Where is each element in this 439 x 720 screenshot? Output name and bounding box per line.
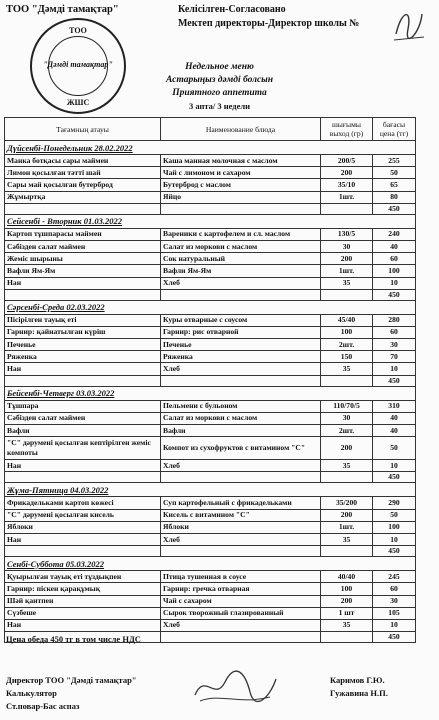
- dish-name-kz: Картоп тұшпарасы маймен: [5, 228, 161, 240]
- price-note: Цена обеда 450 тг в том числе НДС: [6, 634, 141, 644]
- total-empty-cell: [321, 632, 373, 643]
- dish-name-ru: Хлеб: [161, 533, 321, 545]
- dish-yield: 45/40: [321, 314, 373, 326]
- table-row: [5, 326, 416, 338]
- day-total: 450: [373, 632, 416, 643]
- dish-price: 65: [373, 179, 416, 191]
- dish-name-kz: Сәбізден салат маймен: [5, 240, 161, 252]
- director-label: Директор ТОО "Дәмді тамақтар": [6, 675, 137, 685]
- dish-yield: 1шт.: [321, 191, 373, 203]
- dish-price: 60: [373, 253, 416, 265]
- approval-director-line: Мектеп директоры-Директор школы №: [178, 18, 360, 29]
- table-row: [5, 583, 416, 595]
- dish-name-kz: Нан: [5, 533, 161, 545]
- stamp-text-top: ТОО: [69, 26, 87, 35]
- dish-price: 290: [373, 497, 416, 509]
- dish-name-ru: Суп картофельный с фрикадельками: [161, 497, 321, 509]
- dish-yield: 30: [321, 412, 373, 424]
- dish-price: 245: [373, 571, 416, 583]
- dish-price: 50: [373, 437, 416, 460]
- dish-price: 30: [373, 595, 416, 607]
- dish-name-ru: Хлеб: [161, 460, 321, 472]
- dish-name-ru: Печенье: [161, 339, 321, 351]
- day-header-row: [5, 386, 416, 400]
- table-row: [5, 521, 416, 533]
- header-ru-name: Наименование блюда: [161, 118, 321, 141]
- dish-name-ru: Вафли Ям-Ям: [161, 265, 321, 277]
- dish-name-kz: Нан: [5, 460, 161, 472]
- table-row: [5, 339, 416, 351]
- dish-name-kz: Яблоки: [5, 521, 161, 533]
- day-header-row: [5, 557, 416, 571]
- dish-name-ru: Вареники с картофелем и сл. маслом: [161, 228, 321, 240]
- dish-name-kz: Фрикадельками картоп көжесі: [5, 497, 161, 509]
- menu-subtitle-kz: Астарыңыз дәмді болсын: [165, 75, 274, 85]
- dish-name-kz: Вафли Ям-Ям: [5, 265, 161, 277]
- dish-yield: 200: [321, 437, 373, 460]
- dish-yield: 1шт.: [321, 265, 373, 277]
- total-empty-cell: [321, 375, 373, 386]
- dish-price: 80: [373, 191, 416, 203]
- total-empty-cell: [161, 472, 321, 483]
- dish-yield: 40/40: [321, 571, 373, 583]
- dish-name-kz: Сүзбеше: [5, 607, 161, 619]
- table-row: [5, 619, 416, 631]
- dish-name-kz: "С" дәрумені қосылған кисель: [5, 509, 161, 521]
- table-row: [5, 571, 416, 583]
- dish-name-ru: Птица тушенная в соусе: [161, 571, 321, 583]
- dish-name-kz: Лимон қосылған тәтті шай: [5, 167, 161, 179]
- dish-name-ru: Пельмени с бульоном: [161, 400, 321, 412]
- day-name: Бейсенбі-Четверг 03.03.2022: [5, 386, 416, 400]
- table-row: [5, 253, 416, 265]
- dish-price: 240: [373, 228, 416, 240]
- dish-name-kz: Сәбізден салат маймен: [5, 412, 161, 424]
- dish-name-ru: Гарнир: гречка отварная: [161, 583, 321, 595]
- calculator-name: Гужавина Н.П.: [330, 688, 388, 698]
- table-row: [5, 497, 416, 509]
- dish-price: 310: [373, 400, 416, 412]
- table-row: [5, 400, 416, 412]
- table-row: [5, 155, 416, 167]
- dish-name-ru: Куры отварные с соусом: [161, 314, 321, 326]
- table-row: [5, 533, 416, 545]
- day-total: 450: [373, 375, 416, 386]
- day-total-row: [5, 546, 416, 557]
- day-total: 450: [373, 203, 416, 214]
- dish-name-ru: Вафли: [161, 425, 321, 437]
- table-row: [5, 595, 416, 607]
- dish-yield: 200: [321, 595, 373, 607]
- dish-yield: 2шт.: [321, 425, 373, 437]
- dish-yield: 35/10: [321, 179, 373, 191]
- table-row: [5, 412, 416, 424]
- dish-name-ru: Салат из моркови с маслом: [161, 240, 321, 252]
- table-row: [5, 314, 416, 326]
- menu-week: 3 апта/ 3 недели: [188, 101, 251, 111]
- table-row: [5, 351, 416, 363]
- dish-price: 100: [373, 265, 416, 277]
- dish-name-ru: Бутерброд с маслом: [161, 179, 321, 191]
- header-kz-name: Тағамның атауы: [5, 118, 161, 141]
- dish-name-ru: Яйцо: [161, 191, 321, 203]
- dish-price: 40: [373, 240, 416, 252]
- day-name: Сәрсенбі-Среда 02.03.2022: [5, 300, 416, 314]
- table-row: [5, 265, 416, 277]
- total-empty-cell: [5, 546, 161, 557]
- dish-name-ru: Сырок творожный глазированный: [161, 607, 321, 619]
- day-total-row: [5, 472, 416, 483]
- dish-yield: 35/200: [321, 497, 373, 509]
- dish-name-ru: Ряженка: [161, 351, 321, 363]
- dish-name-kz: Печенье: [5, 339, 161, 351]
- dish-price: 30: [373, 339, 416, 351]
- calculator-label: Калькулятор: [6, 688, 57, 698]
- total-empty-cell: [161, 203, 321, 214]
- total-empty-cell: [321, 472, 373, 483]
- day-total-row: [5, 375, 416, 386]
- dish-name-kz: Гарнир: қайнатылған күріш: [5, 326, 161, 338]
- dish-name-kz: Нан: [5, 363, 161, 375]
- dish-name-kz: "С" дәрумені қосылған кептірілген жеміс компоты: [5, 437, 161, 460]
- approval-line: Келісілген-Согласовано: [178, 4, 286, 15]
- dish-yield: 35: [321, 277, 373, 289]
- dish-name-kz: Пісірілген тауық еті: [5, 314, 161, 326]
- dish-name-kz: Нан: [5, 277, 161, 289]
- table-row: [5, 425, 416, 437]
- day-name: Сейсенбі - Вторник 01.03.2022: [5, 214, 416, 228]
- header-yield: шығымы выход (гр): [321, 118, 373, 141]
- header-price: бағасы цена (тг): [373, 118, 416, 141]
- dish-name-ru: Гарнир: рис отварной: [161, 326, 321, 338]
- dish-yield: 200/5: [321, 155, 373, 167]
- day-name: Дүйсенбі-Понедельник 28.02.2022: [5, 141, 416, 155]
- stamp-text-bottom: ЖШС: [66, 98, 90, 107]
- dish-name-kz: Гарнир: піскен қарақұмық: [5, 583, 161, 595]
- dish-price: 280: [373, 314, 416, 326]
- table-row: [5, 363, 416, 375]
- total-empty-cell: [5, 289, 161, 300]
- total-empty-cell: [321, 546, 373, 557]
- day-total-row: [5, 203, 416, 214]
- dish-yield: 150: [321, 351, 373, 363]
- table-row: [5, 167, 416, 179]
- dish-name-kz: Вафли: [5, 425, 161, 437]
- dish-yield: 2шт.: [321, 339, 373, 351]
- dish-name-ru: Кисель с витамином "С": [161, 509, 321, 521]
- dish-yield: 30: [321, 240, 373, 252]
- menu-subtitle-ru: Приятного аппетита: [172, 88, 267, 98]
- table-row: [5, 228, 416, 240]
- total-empty-cell: [161, 632, 321, 643]
- dish-price: 50: [373, 167, 416, 179]
- dish-price: 50: [373, 509, 416, 521]
- dish-name-ru: Хлеб: [161, 619, 321, 631]
- total-empty-cell: [321, 203, 373, 214]
- dish-name-kz: Сары май қосылған бутерброд: [5, 179, 161, 191]
- day-total: 450: [373, 289, 416, 300]
- day-header-row: [5, 300, 416, 314]
- dish-name-kz: Жұмыртқа: [5, 191, 161, 203]
- dish-yield: 100: [321, 326, 373, 338]
- dish-price: 10: [373, 363, 416, 375]
- day-header-row: [5, 141, 416, 155]
- dish-name-kz: Манка ботқасы сары маймен: [5, 155, 161, 167]
- dish-price: 255: [373, 155, 416, 167]
- total-empty-cell: [5, 472, 161, 483]
- dish-price: 60: [373, 583, 416, 595]
- total-empty-cell: [321, 289, 373, 300]
- dish-price: 10: [373, 460, 416, 472]
- total-empty-cell: [5, 375, 161, 386]
- dish-price: 10: [373, 533, 416, 545]
- dish-yield: 200: [321, 253, 373, 265]
- dish-name-ru: Чай с лимоном и сахаром: [161, 167, 321, 179]
- stamp-text-middle: "Дәмді тамақтар": [43, 60, 113, 69]
- dish-name-kz: Шәй қантпен: [5, 595, 161, 607]
- table-row: [5, 277, 416, 289]
- total-empty-cell: [161, 546, 321, 557]
- day-name: Жұма-Пятница 04.03.2022: [5, 483, 416, 497]
- dish-price: 60: [373, 326, 416, 338]
- dish-yield: 200: [321, 509, 373, 521]
- dish-yield: 200: [321, 167, 373, 179]
- day-name: Сенбі-Суббота 05.03.2022: [5, 557, 416, 571]
- total-empty-cell: [161, 375, 321, 386]
- table-row: [5, 509, 416, 521]
- dish-price: 100: [373, 521, 416, 533]
- dish-yield: 1шт.: [321, 521, 373, 533]
- dish-name-ru: Яблоки: [161, 521, 321, 533]
- dish-name-ru: Салат из моркови с маслом: [161, 412, 321, 424]
- table-row: [5, 191, 416, 203]
- dish-yield: 130/5: [321, 228, 373, 240]
- menu-title: Недельное меню: [185, 62, 254, 72]
- dish-price: 105: [373, 607, 416, 619]
- day-header-row: [5, 483, 416, 497]
- total-empty-cell: [161, 289, 321, 300]
- dish-name-ru: Хлеб: [161, 277, 321, 289]
- table-row: [5, 437, 416, 460]
- dish-yield: 100: [321, 583, 373, 595]
- dish-name-ru: Хлеб: [161, 363, 321, 375]
- dish-name-ru: Сок натуральный: [161, 253, 321, 265]
- dish-yield: 35: [321, 460, 373, 472]
- table-header-row: [5, 118, 416, 141]
- director-name: Каримов Г.Ю.: [330, 675, 385, 685]
- dish-name-kz: Нан: [5, 619, 161, 631]
- table-row: [5, 607, 416, 619]
- day-total-row: [5, 289, 416, 300]
- table-row: [5, 240, 416, 252]
- day-header-row: [5, 214, 416, 228]
- day-total: 450: [373, 546, 416, 557]
- school-signature: [392, 4, 426, 44]
- dish-name-kz: Жеміс шырыны: [5, 253, 161, 265]
- menu-table: [4, 117, 416, 643]
- cook-label: Ст.повар-Бас аспаз: [6, 701, 80, 711]
- dish-yield: 35: [321, 619, 373, 631]
- dish-name-kz: Қуырылған тауық еті тұздықпен: [5, 571, 161, 583]
- dish-yield: 1 шт: [321, 607, 373, 619]
- dish-yield: 35: [321, 363, 373, 375]
- dish-yield: 110/70/5: [321, 400, 373, 412]
- dish-name-ru: Чай с сахаром: [161, 595, 321, 607]
- dish-name-kz: Ряженка: [5, 351, 161, 363]
- dish-name-kz: Тұшпара: [5, 400, 161, 412]
- dish-price: 40: [373, 425, 416, 437]
- dish-name-ru: Каша манная молочная с маслом: [161, 155, 321, 167]
- table-row: [5, 460, 416, 472]
- table-row: [5, 179, 416, 191]
- dish-price: 40: [373, 412, 416, 424]
- director-signature: [190, 667, 280, 707]
- dish-price: 10: [373, 277, 416, 289]
- organization-name: ТОО "Дәмді тамақтар": [6, 4, 119, 15]
- dish-price: 70: [373, 351, 416, 363]
- day-total: 450: [373, 472, 416, 483]
- total-empty-cell: [5, 203, 161, 214]
- dish-price: 10: [373, 619, 416, 631]
- dish-yield: 35: [321, 533, 373, 545]
- dish-name-ru: Компот из сухофруктов с витамином "С": [161, 437, 321, 460]
